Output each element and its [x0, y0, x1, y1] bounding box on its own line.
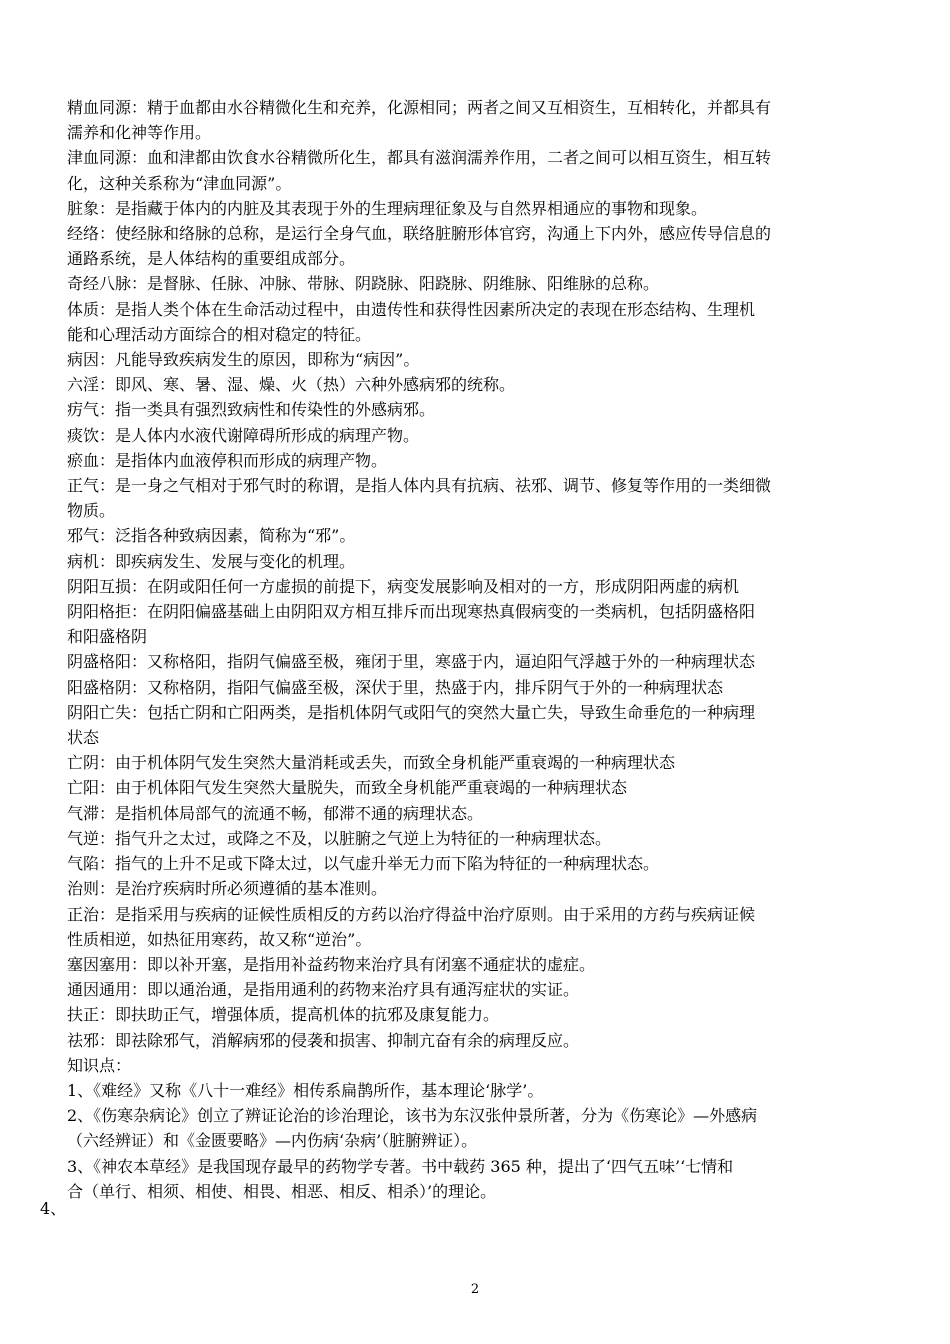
text-line: 亡阴：由于机体阴气发生突然大量消耗或丢失，而致全身机能严重衰竭的一种病理状态 — [67, 753, 676, 773]
text-line: 扶正：即扶助正气，增强体质，提高机体的抗邪及康复能力。 — [67, 1005, 500, 1025]
text-line: 2、《伤寒杂病论》创立了辨证论治的诊治理论，该书为东汉张仲景所著，分为《伤寒论》—外感病 — [67, 1106, 758, 1126]
text-line: 阴盛格阳：又称格阳，指阴气偏盛至极，雍闭于里，寒盛于内，逼迫阳气浮越于外的一种病理状态 — [67, 652, 756, 672]
text-line: 知识点： — [67, 1055, 132, 1075]
text-line: 阴阳亡失：包括亡阴和亡阳两类，是指机体阴气或阳气的突然大量亡失，导致生命垂危的一种病理 — [67, 702, 756, 722]
text-line: 病因：凡能导致疾病发生的原因，即称为“病因”。 — [67, 350, 420, 370]
text-line: 塞因塞用：即以补开塞，是指用补益药物来治疗具有闭塞不通症状的虚症。 — [67, 954, 596, 974]
text-line: 脏象：是指藏于体内的内脏及其表现于外的生理病理征象及与自然界相通应的事物和现象。 — [67, 198, 708, 218]
text-line: 通路系统，是人体结构的重要组成部分。 — [67, 249, 356, 269]
text-line: 阴阳格拒：在阴阳偏盛基础上由阴阳双方相互排斥而出现寒热真假病变的一类病机，包括阴盛格阳 — [67, 602, 756, 622]
text-line: 痰饮：是人体内水液代谢障碍所形成的病理产物。 — [67, 425, 420, 445]
text-line: 体质：是指人类个体在生命活动过程中，由遗传性和获得性因素所决定的表现在形态结构、生理机 — [67, 299, 756, 319]
text-line: 奇经八脉：是督脉、任脉、冲脉、带脉、阴跷脉、阳跷脉、阴维脉、阳维脉的总称。 — [67, 274, 660, 294]
text-line: 3、《神农本草经》是我国现存最早的药物学专著。书中载药 365 种，提出了‘四气五味’‘七情和 — [67, 1156, 734, 1176]
text-line: 病机：即疾病发生、发展与变化的机理。 — [67, 551, 356, 571]
text-line: 精血同源：精于血都由水谷精微化生和充养，化源相同；两者之间又互相资生，互相转化，并都具有 — [67, 98, 772, 117]
text-line: 濡养和化神等作用。 — [67, 123, 212, 143]
text-line: 物质。 — [67, 501, 116, 521]
text-line: 能和心理活动方面综合的相对稳定的特征。 — [67, 324, 372, 344]
text-line: 祛邪：即祛除邪气，消解病邪的侵袭和损害、抑制亢奋有余的病理反应。 — [67, 1030, 580, 1050]
text-line: 瘀血：是指体内血液停积而形成的病理产物。 — [67, 450, 388, 470]
text-line: （六经辨证）和《金匮要略》—内伤病‘杂病’（脏腑辨证）。 — [67, 1131, 478, 1151]
text-line: 和阳盛格阴 — [67, 627, 148, 647]
list-item-number: 4、 — [40, 1199, 67, 1218]
text-line: 正气：是一身之气相对于邪气时的称谓，是指人体内具有抗病、祛邪、调节、修复等作用的一类细微 — [67, 476, 772, 496]
text-line: 治则：是治疗疾病时所必须遵循的基本准则。 — [67, 879, 388, 899]
text-line: 疠气：指一类具有强烈致病性和传染性的外感病邪。 — [67, 400, 436, 420]
text-line: 正治：是指采用与疾病的证候性质相反的方药以治疗得益中治疗原则。由于采用的方药与疾病证候 — [67, 904, 756, 924]
text-line: 气陷：指气的上升不足或下降太过，以气虚升举无力而下陷为特征的一种病理状态。 — [67, 854, 660, 874]
text-line: 经络：使经脉和络脉的总称，是运行全身气血，联络脏腑形体官窍，沟通上下内外，感应传导信息的 — [67, 224, 772, 244]
text-line: 合（单行、相须、相使、相畏、相恶、相反、相杀）’的理论。 — [67, 1181, 497, 1201]
text-line: 亡阳：由于机体阳气发生突然大量脱失，而致全身机能严重衰竭的一种病理状态 — [67, 778, 628, 798]
text-line: 阳盛格阴：又称格阴，指阳气偏盛至极，深伏于里，热盛于内，排斥阴气于外的一种病理状态 — [67, 677, 724, 697]
text-line: 通因通用：即以通治通，是指用通利的药物来治疗具有通泻症状的实证。 — [67, 980, 580, 1000]
text-line: 六淫：即风、寒、暑、湿、燥、火（热）六种外感病邪的统称。 — [67, 375, 516, 395]
text-line: 邪气：泛指各种致病因素，简称为“邪”。 — [67, 526, 356, 546]
text-line: 化，这种关系称为“津血同源”。 — [67, 173, 292, 193]
text-line: 气逆：指气升之太过，或降之不及，以脏腑之气逆上为特征的一种病理状态。 — [67, 828, 612, 848]
document-body — [67, 95, 887, 1204]
text-line: 气滞：是指机体局部气的流通不畅，郁滞不通的病理状态。 — [67, 803, 484, 823]
text-line: 津血同源：血和津都由饮食水谷精微所化生，都具有滋润濡养作用，二者之间可以相互资生，相互转 — [67, 148, 772, 168]
text-line: 1、《难经》又称《八十一难经》相传系扁鹊所作，基本理论‘脉学’。 — [67, 1080, 544, 1100]
page-number: 2 — [470, 1282, 480, 1297]
text-line: 阴阳互损：在阴或阳任何一方虚损的前提下，病变发展影响及相对的一方，形成阴阳两虚的病机 — [67, 576, 740, 596]
text-line: 性质相逆，如热征用寒药，故又称“逆治”。 — [67, 929, 372, 949]
text-line: 状态 — [67, 728, 100, 748]
